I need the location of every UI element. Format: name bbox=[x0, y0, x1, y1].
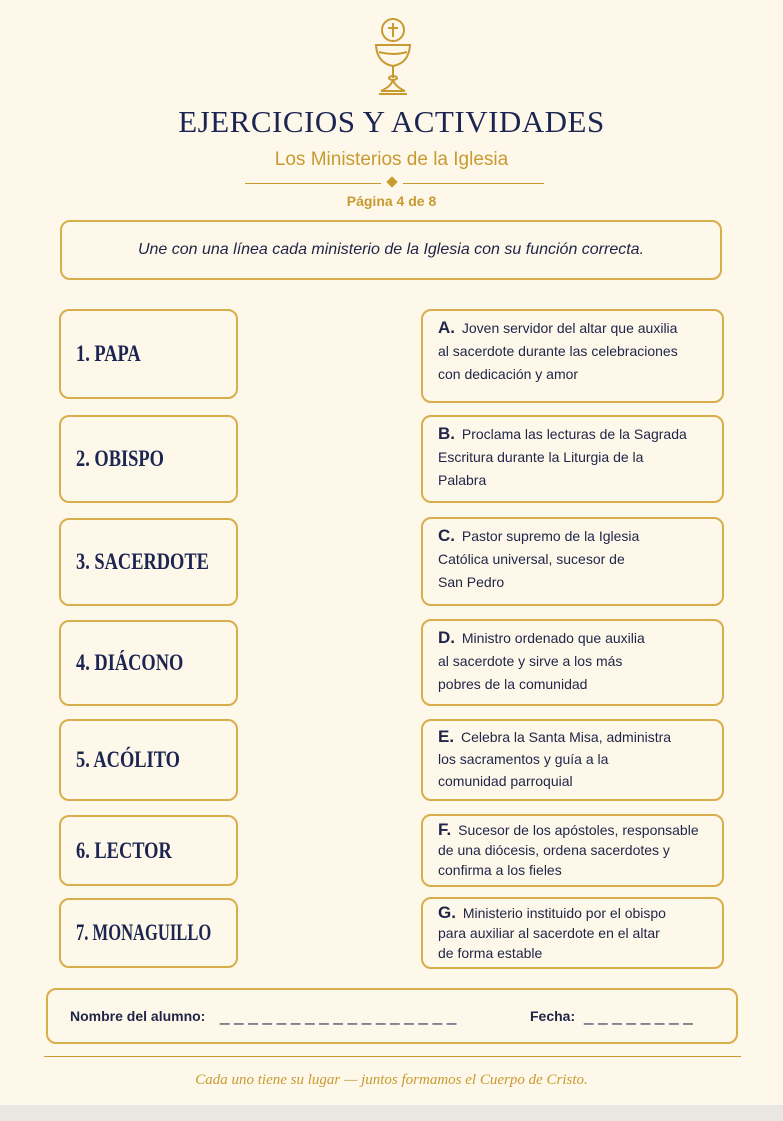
function-box-c[interactable] bbox=[421, 517, 724, 606]
ministry-box-obispo[interactable] bbox=[59, 415, 238, 503]
function-letter: A. bbox=[438, 318, 455, 337]
function-line: los sacramentos y guía a la bbox=[438, 751, 609, 767]
function-line: pobres de la comunidad bbox=[438, 676, 588, 692]
function-line: confirma a los fieles bbox=[438, 862, 562, 878]
function-line: San Pedro bbox=[438, 574, 505, 590]
function-line: Palabra bbox=[438, 472, 487, 488]
function-letter: G. bbox=[438, 903, 456, 922]
function-line: con dedicación y amor bbox=[438, 366, 579, 382]
ministry-label: 7. MONAGUILLO bbox=[76, 920, 212, 945]
function-box-f[interactable] bbox=[421, 814, 724, 887]
function-letter: F. bbox=[438, 820, 452, 839]
ministry-label: 5. ACÓLITO bbox=[76, 747, 180, 772]
instructions-box bbox=[60, 220, 722, 280]
function-line: Pastor supremo de la Iglesia bbox=[461, 528, 640, 544]
footer-motto: Cada uno tiene su lugar — juntos formamos el Cuerpo de Cristo. bbox=[195, 1072, 588, 1088]
page-title: EJERCICIOS Y ACTIVIDADES bbox=[178, 104, 605, 139]
function-line: de una diócesis, ordena sacerdotes y bbox=[438, 842, 670, 858]
ministry-label: 1. PAPA bbox=[76, 341, 141, 366]
ministry-label: 3. SACERDOTE bbox=[76, 549, 209, 574]
function-box-a[interactable] bbox=[421, 309, 724, 403]
function-line: Proclama las lecturas de la Sagrada bbox=[461, 426, 687, 442]
function-box-e[interactable] bbox=[421, 719, 724, 801]
function-box-b[interactable] bbox=[421, 415, 724, 503]
diamond-ornament bbox=[386, 176, 397, 187]
function-line: al sacerdote durante las celebraciones bbox=[438, 343, 678, 359]
student-name-field[interactable]: _ _ _ _ _ _ _ _ _ _ _ _ _ _ _ _ _ bbox=[220, 1006, 457, 1025]
date-field[interactable]: _ _ _ _ _ _ _ _ bbox=[584, 1006, 693, 1025]
function-letter: D. bbox=[438, 628, 455, 647]
ministry-box-monaguillo[interactable] bbox=[59, 898, 238, 968]
date-label: Fecha: bbox=[530, 1008, 576, 1024]
function-letter: B. bbox=[438, 424, 455, 443]
function-line: Sucesor de los apóstoles, responsable bbox=[458, 822, 699, 838]
ministry-label: 6. LECTOR bbox=[76, 837, 172, 863]
function-line: al sacerdote y sirve a los más bbox=[438, 653, 623, 669]
function-line: Celebra la Santa Misa, administra bbox=[460, 729, 672, 745]
divider-left bbox=[245, 183, 381, 184]
function-letter: C. bbox=[438, 526, 455, 545]
function-line: Ministro ordenado que auxilia bbox=[461, 630, 645, 646]
divider-right bbox=[403, 183, 544, 184]
function-line: de forma estable bbox=[438, 945, 543, 961]
student-name-label: Nombre del alumno: bbox=[70, 1008, 206, 1024]
function-line: comunidad parroquial bbox=[438, 773, 573, 789]
page-number: Página 4 de 8 bbox=[346, 193, 437, 209]
ministry-label: 4. DIÁCONO bbox=[76, 650, 184, 675]
ministry-box-lector[interactable] bbox=[59, 815, 238, 886]
ministry-label: 2. OBISPO bbox=[76, 446, 164, 471]
footer-divider bbox=[44, 1056, 741, 1057]
ministry-box-diacono[interactable] bbox=[59, 620, 238, 706]
student-info-box bbox=[46, 988, 738, 1044]
function-line: Ministerio instituido por el obispo bbox=[462, 905, 666, 921]
function-line: Joven servidor del altar que auxilia bbox=[461, 320, 678, 336]
ministry-box-papa[interactable] bbox=[59, 309, 238, 399]
chalice-icon bbox=[371, 16, 415, 98]
function-box-d[interactable] bbox=[421, 619, 724, 706]
function-line: Escritura durante la Liturgia de la bbox=[438, 449, 644, 465]
function-box-g[interactable] bbox=[421, 897, 724, 969]
function-letter: E. bbox=[438, 727, 455, 746]
ministry-box-sacerdote[interactable] bbox=[59, 518, 238, 606]
ministry-box-acolito[interactable] bbox=[59, 719, 238, 801]
function-line: para auxiliar al sacerdote en el altar bbox=[438, 925, 660, 941]
page-subtitle: Los Ministerios de la Iglesia bbox=[274, 149, 509, 170]
function-line: Católica universal, sucesor de bbox=[438, 551, 625, 567]
instructions-text: Une con una línea cada ministerio de la Iglesia con su función correcta. bbox=[137, 241, 645, 258]
